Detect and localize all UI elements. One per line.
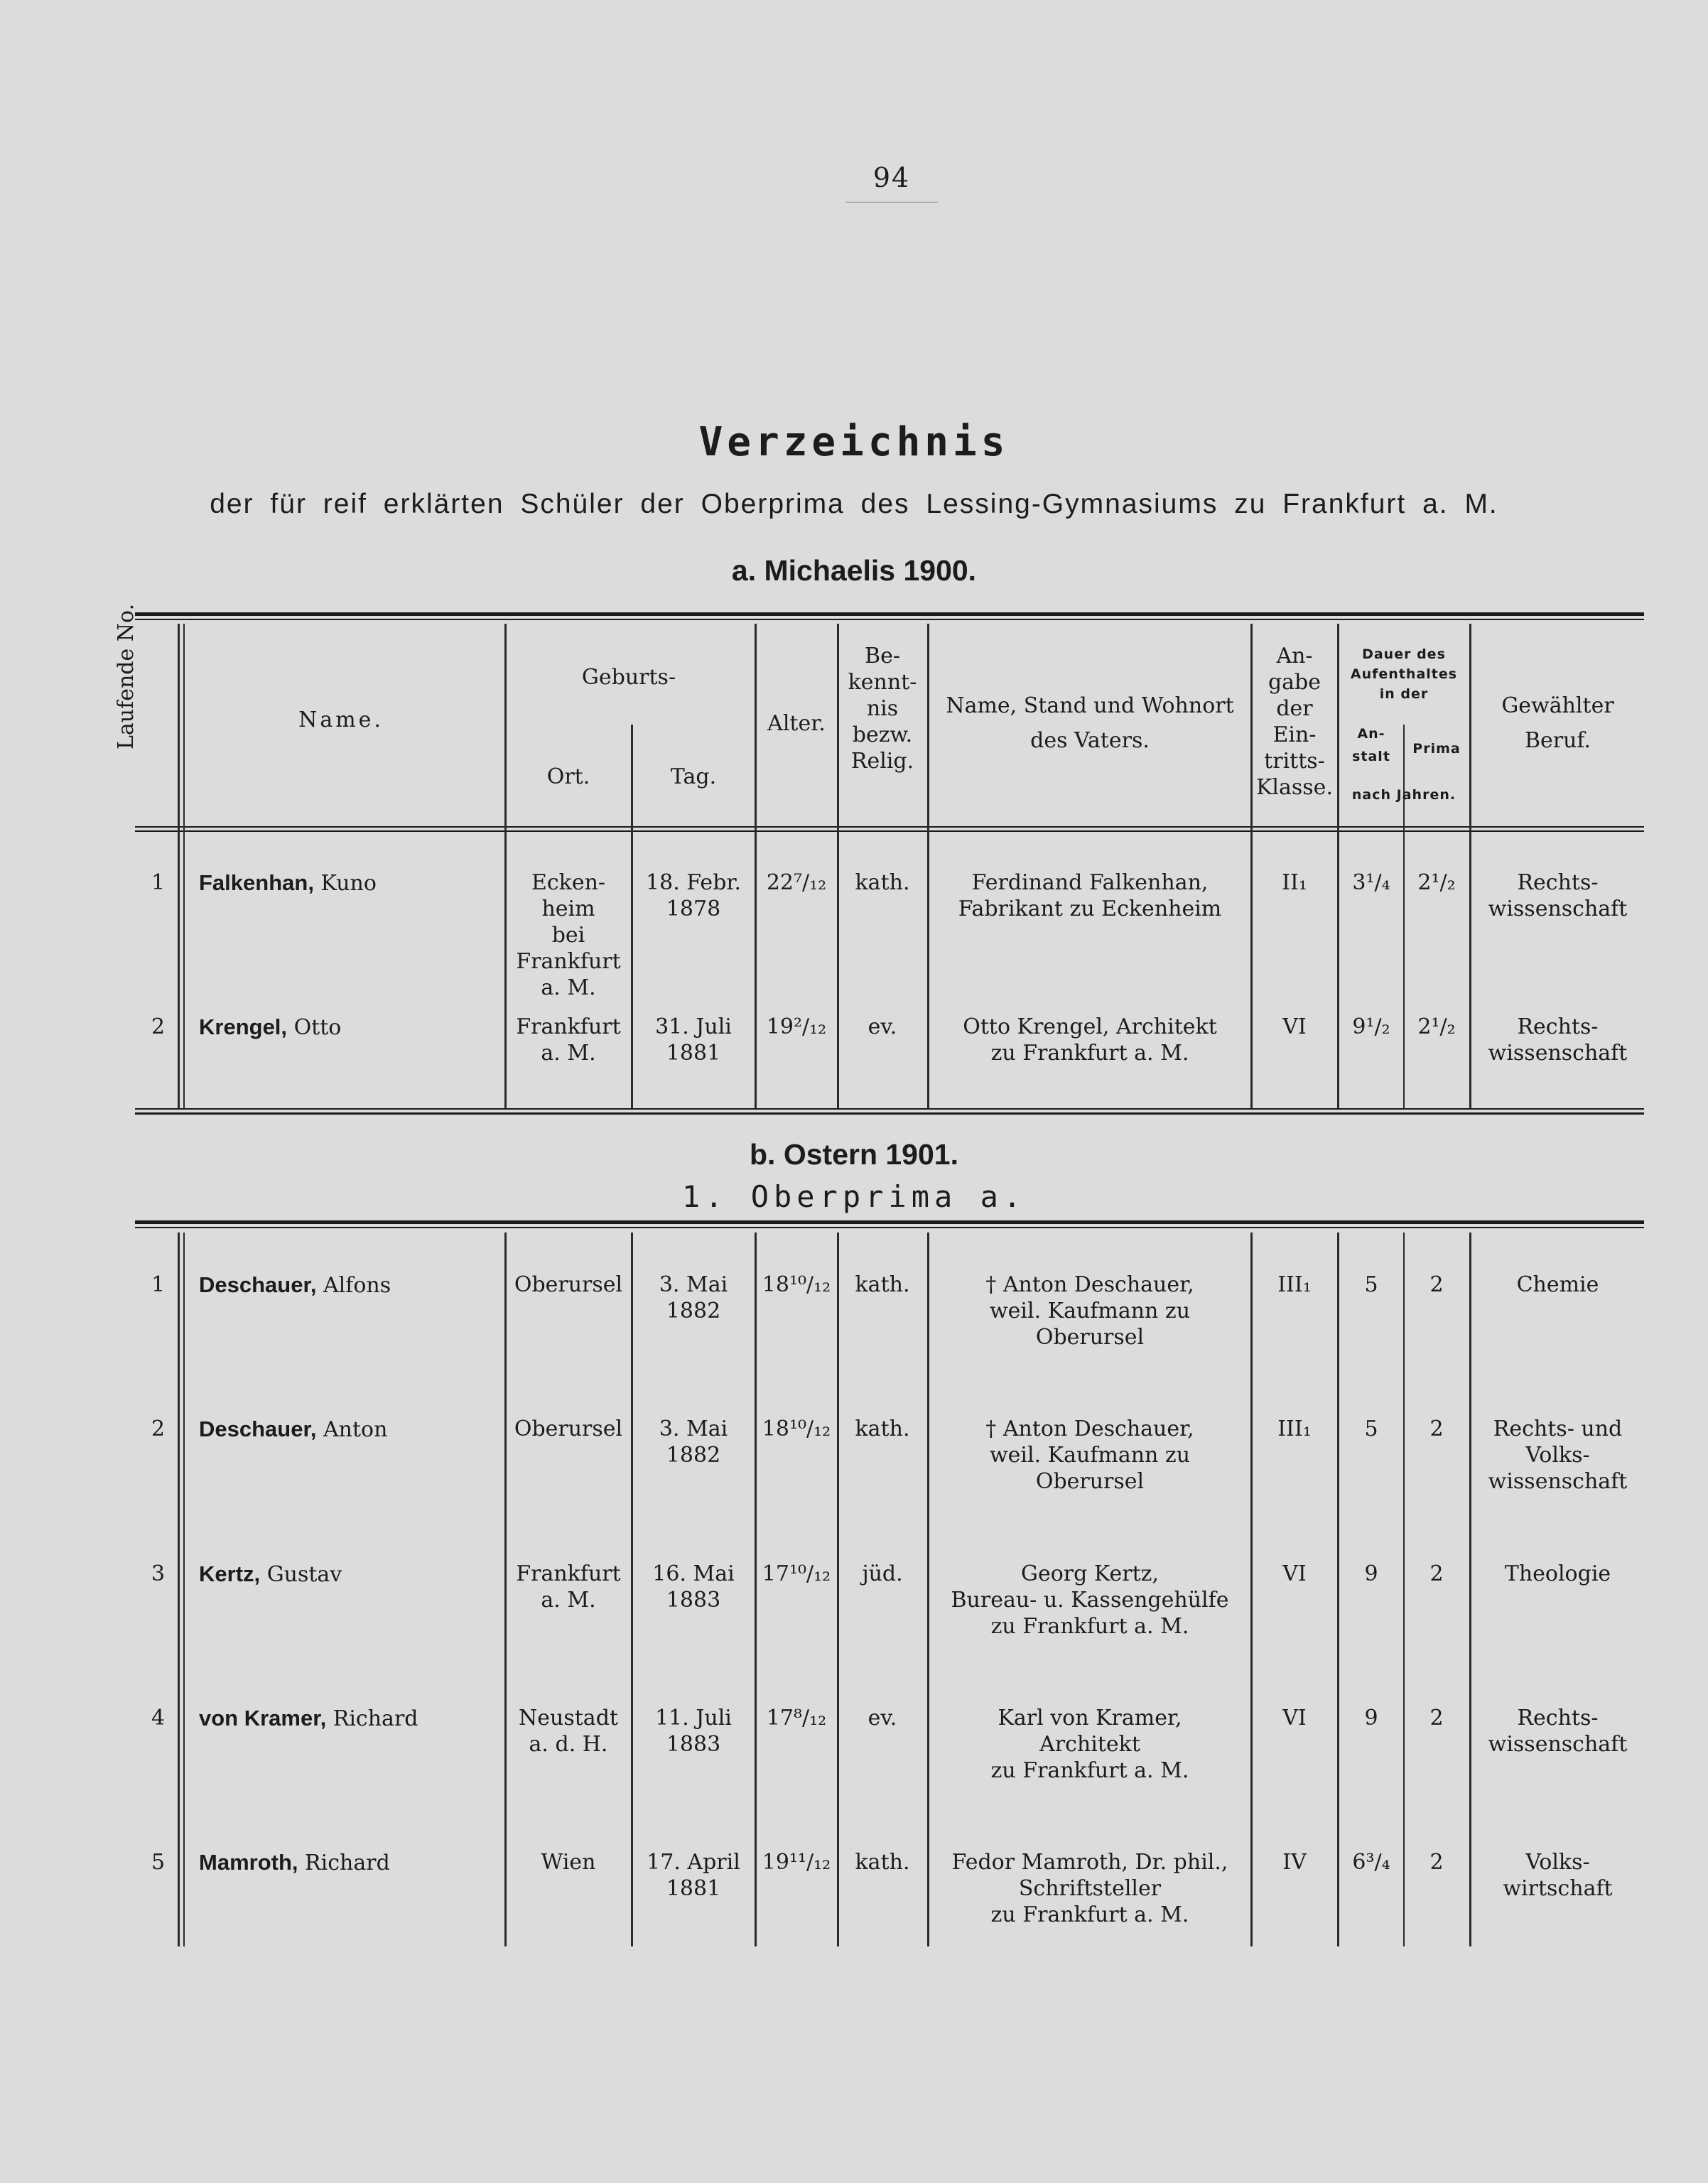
col-rule: [1337, 1233, 1339, 1946]
birth-place: Frankfurt a. M.: [516, 1014, 621, 1066]
table-a-top-rule-thin: [135, 619, 1644, 620]
father-info: Fedor Mamroth, Dr. phil., Schriftsteller zu Frankfurt a. M.: [951, 1850, 1228, 1927]
chosen-profession: Rechts- wissenschaft: [1488, 1706, 1628, 1757]
father-info: Otto Krengel, Architekt zu Frankfurt a. M.: [963, 1014, 1217, 1066]
table-a-bottom-rule-2: [135, 1112, 1644, 1115]
birth-place: Oberursel: [514, 1416, 623, 1441]
religion: kath.: [855, 1416, 910, 1441]
page-subtitle: der für reif erklärten Schüler der Oberprima des Lessing-Gymnasiums zu Frankfurt a. M.: [210, 489, 1498, 519]
page-title: Verzeichnis: [698, 419, 1010, 465]
birth-date: 3. Mai 1882: [659, 1272, 728, 1323]
years-institution: 9: [1364, 1561, 1378, 1586]
religion: ev.: [867, 1706, 897, 1730]
row-number: 1: [151, 870, 166, 895]
student-name: Kertz, Gustav: [199, 1561, 342, 1587]
header-prima: Prima: [1412, 741, 1461, 757]
age: 18¹⁰/₁₂: [762, 1416, 831, 1441]
row-number: 3: [151, 1561, 166, 1586]
years-institution: 5: [1364, 1272, 1378, 1297]
entry-class: IV: [1282, 1850, 1307, 1875]
row-number: 5: [151, 1850, 166, 1875]
birth-date: 16. Mai 1883: [652, 1561, 735, 1613]
page-number: 94: [845, 162, 938, 202]
birth-date: 31. Juli 1881: [655, 1014, 732, 1066]
entry-class: III₁: [1277, 1272, 1312, 1297]
age: 17¹⁰/₁₂: [762, 1561, 831, 1586]
age: 19¹¹/₁₂: [762, 1850, 831, 1875]
header-anstalt: An- stalt: [1352, 726, 1390, 764]
years-institution: 5: [1364, 1416, 1378, 1441]
religion: jüd.: [862, 1561, 903, 1586]
birth-date: 3. Mai 1882: [659, 1416, 728, 1468]
table-a-bottom-rule: [135, 1108, 1644, 1110]
header-alter: Alter.: [767, 711, 826, 736]
entry-class: VI: [1282, 1706, 1307, 1730]
header-ort: Ort.: [546, 764, 590, 789]
student-name: Deschauer, Alfons: [199, 1272, 391, 1298]
age: 18¹⁰/₁₂: [762, 1272, 831, 1297]
years-prima: 2: [1429, 1561, 1444, 1586]
years-prima: 2: [1429, 1416, 1444, 1441]
father-info: Karl von Kramer, Architekt zu Frankfurt a. M.: [990, 1706, 1189, 1783]
header-geburts: Geburts-: [581, 665, 676, 690]
table-a-header-rule: [135, 826, 1644, 828]
header-name: Name.: [298, 708, 384, 732]
chosen-profession: Rechts- wissenschaft: [1488, 870, 1628, 921]
years-institution: 6³/₄: [1352, 1850, 1390, 1875]
col-rule: [178, 1233, 180, 1946]
section-b-subheading: 1. Oberprima a.: [681, 1179, 1027, 1214]
chosen-profession: Theologie: [1504, 1561, 1611, 1586]
age: 22⁷/₁₂: [766, 870, 827, 895]
religion: kath.: [855, 1272, 910, 1297]
years-prima: 2: [1429, 1850, 1444, 1875]
years-prima: 2¹/₂: [1417, 870, 1456, 895]
years-institution: 9¹/₂: [1352, 1014, 1390, 1039]
col-rule: [183, 624, 185, 1108]
religion: kath.: [855, 1850, 910, 1875]
col-rule: [1250, 1233, 1253, 1946]
religion: kath.: [855, 870, 910, 895]
table-a-header-rule-2: [135, 830, 1644, 832]
row-number: 2: [151, 1416, 166, 1441]
row-number: 2: [151, 1014, 166, 1039]
years-institution: 9: [1364, 1706, 1378, 1730]
years-institution: 3¹/₄: [1352, 870, 1390, 895]
section-a-heading: a. Michaelis 1900.: [731, 554, 977, 587]
student-name: Mamroth, Richard: [199, 1850, 390, 1875]
birth-place: Oberursel: [514, 1272, 623, 1297]
header-tag: Tag.: [670, 764, 717, 789]
col-rule: [178, 624, 180, 1108]
table-b-top-rule-thin: [135, 1227, 1644, 1228]
table-a-top-rule: [135, 612, 1644, 616]
years-prima: 2: [1429, 1272, 1444, 1297]
col-rule: [1469, 1233, 1471, 1946]
header-bekenntnis: Be- kennt- nis bezw. Relig.: [848, 644, 917, 774]
birth-date: 11. Juli 1883: [655, 1706, 732, 1757]
entry-class: II₁: [1282, 870, 1307, 895]
chosen-profession: Rechts- wissenschaft: [1488, 1014, 1628, 1066]
header-nach-jahren: nach Jahren.: [1351, 787, 1456, 803]
age: 17⁸/₁₂: [766, 1706, 827, 1730]
header-angabe: An- gabe der Ein- tritts- Klasse.: [1256, 644, 1333, 800]
entry-class: VI: [1282, 1014, 1307, 1039]
father-info: † Anton Deschauer, weil. Kaufmann zu Oberursel: [985, 1416, 1194, 1494]
header-vater: Name, Stand und Wohnort des Vaters.: [946, 693, 1234, 753]
row-number: 1: [151, 1272, 166, 1297]
col-rule: [1403, 1233, 1405, 1946]
col-rule: [837, 1233, 839, 1946]
chosen-profession: Chemie: [1516, 1272, 1599, 1297]
student-name: Krengel, Otto: [199, 1014, 342, 1040]
birth-place: Neustadt a. d. H.: [519, 1706, 618, 1757]
birth-place: Wien: [541, 1850, 596, 1875]
section-b-heading: b. Ostern 1901.: [750, 1138, 958, 1171]
student-name: Falkenhan, Kuno: [199, 870, 377, 896]
birth-date: 18. Febr. 1878: [646, 870, 741, 921]
father-info: Ferdinand Falkenhan, Fabrikant zu Eckenheim: [958, 870, 1222, 921]
years-prima: 2¹/₂: [1417, 1014, 1456, 1039]
years-prima: 2: [1429, 1706, 1444, 1730]
father-info: † Anton Deschauer, weil. Kaufmann zu Oberursel: [985, 1272, 1194, 1350]
col-rule: [1403, 725, 1405, 1108]
header-dauer: Dauer des Aufenthaltes in der: [1350, 646, 1458, 702]
chosen-profession: Rechts- und Volks- wissenschaft: [1488, 1416, 1628, 1494]
header-beruf: Gewählter Beruf.: [1501, 693, 1614, 753]
birth-place: Ecken- heim bei Frankfurt a. M.: [516, 870, 621, 1000]
birth-date: 17. April 1881: [647, 1850, 740, 1901]
col-rule: [755, 1233, 757, 1946]
birth-place: Frankfurt a. M.: [516, 1561, 621, 1613]
father-info: Georg Kertz, Bureau- u. Kassengehülfe zu Frankfurt a. M.: [951, 1561, 1229, 1639]
entry-class: VI: [1282, 1561, 1307, 1586]
header-laufende-no: Laufende No.: [114, 603, 139, 749]
row-number: 4: [151, 1706, 166, 1730]
table-b-top-rule: [135, 1220, 1644, 1224]
col-rule: [183, 1233, 185, 1946]
student-name: von Kramer, Richard: [199, 1706, 418, 1731]
religion: ev.: [867, 1014, 897, 1039]
chosen-profession: Volks- wirtschaft: [1503, 1850, 1613, 1901]
student-name: Deschauer, Anton: [199, 1416, 388, 1442]
entry-class: III₁: [1277, 1416, 1312, 1441]
age: 19²/₁₂: [766, 1014, 827, 1039]
